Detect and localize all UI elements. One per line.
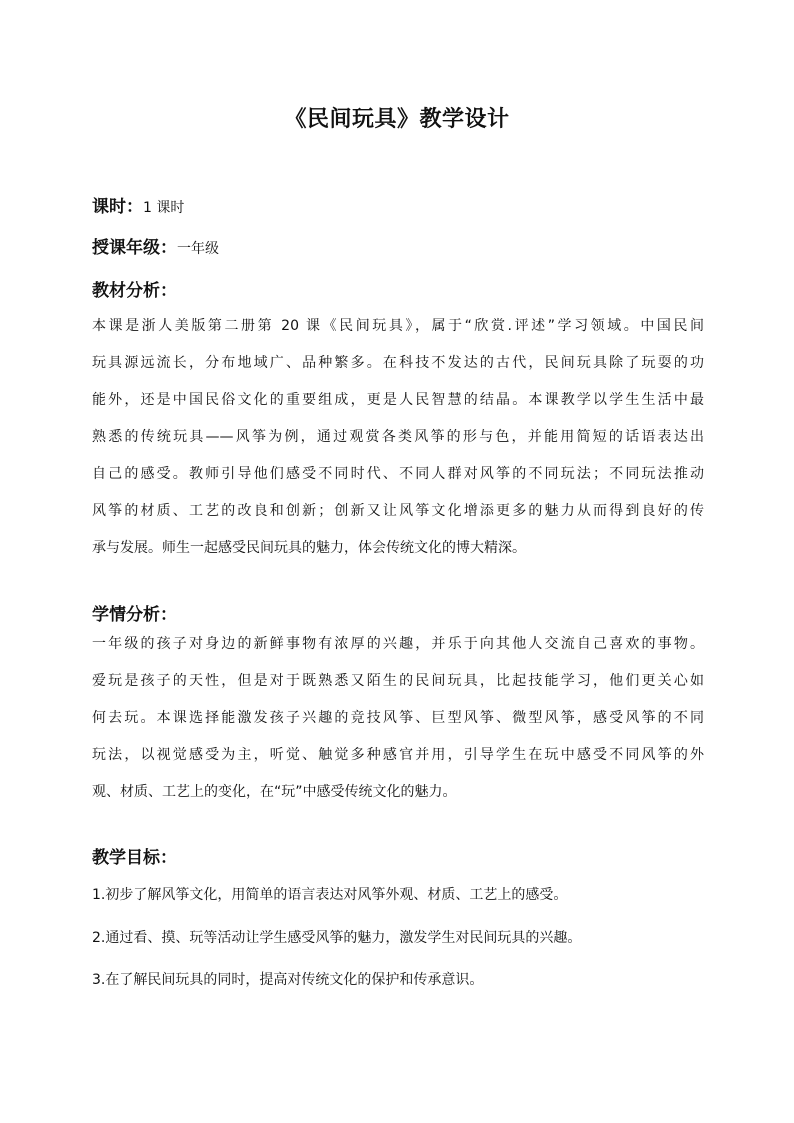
paragraph-line: 观、材质、工艺上的变化，在“玩”中感受传统文化的魅力。: [92, 784, 457, 800]
paragraph-line: 风筝的材质、工艺的改良和创新；创新又让风筝文化增添更多的魅力从而得到良好的传: [92, 503, 704, 519]
paragraph-line: 自己的感受。教师引导他们感受不同时代、不同人群对风筝的不同玩法；不同玩法推动: [92, 466, 704, 482]
material-analysis-heading: 教材分析：: [92, 281, 177, 301]
paragraph-line: 本课是浙人美版第二册第 20 课《民间玩具》，属于“欣赏.评述”学习领域。中国民间: [92, 318, 704, 334]
class-hours-label: 课时：: [92, 197, 143, 217]
paragraph-line: 熟悉的传统玩具——风筝为例，通过观赏各类风筝的形与色，并能用简短的话语表达出: [92, 429, 704, 445]
grade-value: 一年级: [177, 241, 219, 257]
grade: [92, 233, 219, 258]
paragraph-line: 玩具源远流长，分布地域广、品种繁多。在科技不发达的古代，民间玩具除了玩耍的功: [92, 355, 704, 371]
paragraph-line: 爱玩是孩子的天性，但是对于既熟悉又陌生的民间玩具，比起技能学习，他们更关心如: [92, 673, 704, 689]
goal-item-2: 2.通过看、摸、玩等活动让学生感受风筝的魅力，激发学生对民间玩具的兴趣。: [92, 930, 582, 946]
class-hours: [92, 192, 184, 217]
paragraph-line: 承与发展。师生一起感受民间玩具的魅力，体会传统文化的博大精深。: [92, 540, 526, 556]
paragraph-line: 一年级的孩子对身边的新鲜事物有浓厚的兴趣，并乐于向其他人交流自己喜欢的事物。: [92, 636, 704, 652]
goals-heading: 教学目标：: [92, 848, 177, 868]
paragraph-line: 何去玩。本课选择能激发孩子兴趣的竞技风筝、巨型风筝、微型风筝，感受风筝的不同: [92, 710, 704, 726]
material-analysis-paragraph: [92, 316, 704, 575]
goal-item-3: 3.在了解民间玩具的同时，提高对传统文化的保护和传承意识。: [92, 972, 484, 988]
student-analysis-heading: 学情分析：: [92, 605, 177, 625]
paragraph-line: 玩法，以视觉感受为主，听觉、触觉多种感官并用，引导学生在玩中感受不同风筝的外: [92, 747, 704, 763]
grade-label: 授课年级：: [92, 238, 177, 258]
goal-item-1: 1.初步了解风筝文化，用简单的语言表达对风筝外观、材质、工艺上的感受。: [92, 887, 568, 903]
class-hours-value: 1 课时: [143, 200, 185, 216]
document-title: 《民间玩具》教学设计: [284, 107, 510, 132]
paragraph-line: 能外，还是中国民俗文化的重要组成，更是人民智慧的结晶。本课教学以学生生活中最: [92, 392, 704, 408]
student-analysis-paragraph: [92, 634, 704, 819]
